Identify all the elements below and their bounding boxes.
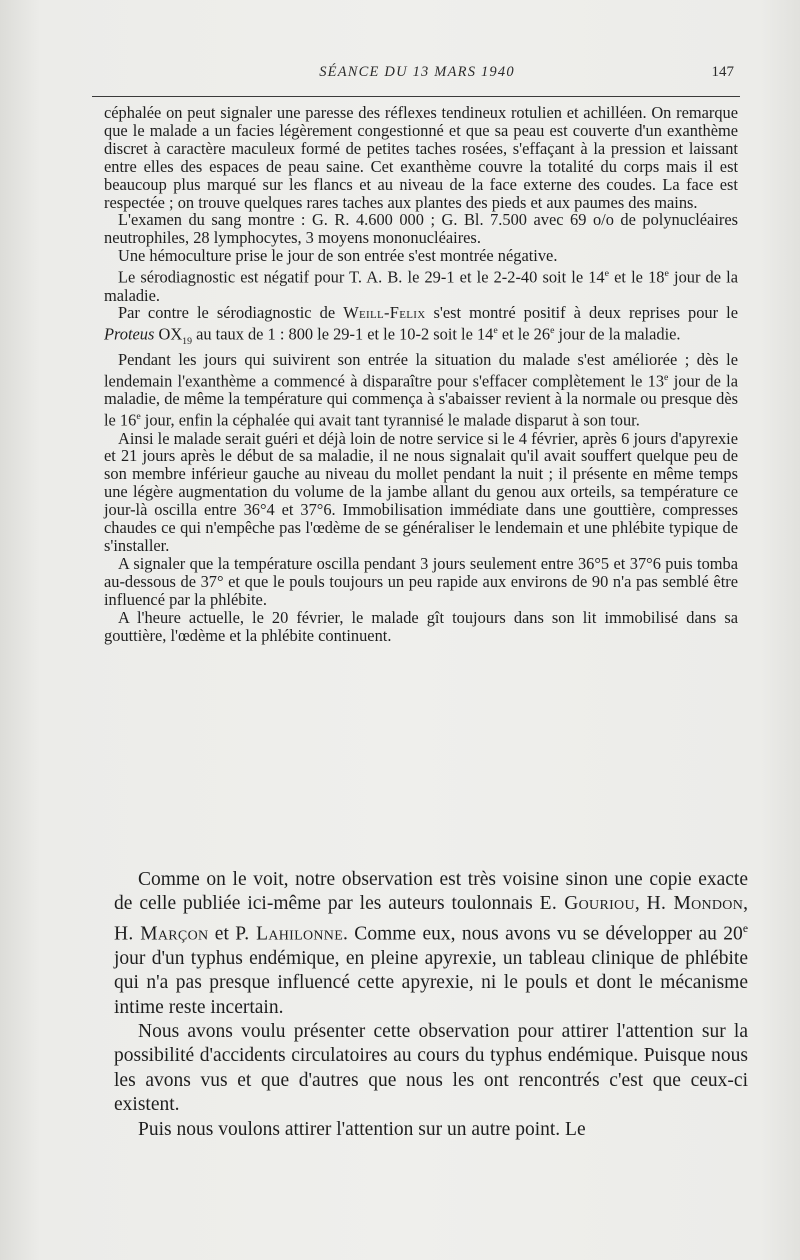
text-run: , <box>634 893 647 915</box>
text-run: s'est montré positif à deux reprises pour le <box>425 303 738 323</box>
author-name: Weill-Felix <box>343 303 426 323</box>
observation-paragraph: Ainsi le malade serait guéri et déjà loin de notre service si le 4 février, après 6 jours d'apyrexie et 21 jours après le début de sa maladie, il ne nous signalait qu'il avait souffert quelque peu de son membre inférieur gauche au niveau du mollet pendant la nuit ; il présente en même temps une légère augmentation du volume de la jambe allant du genou aux orteils, sa température ce jour-là oscilla entre 36°4 et 37°6. Immobilisation immédiate dans une gouttière, compresses chaudes ce qui n'empêche pas l'œdème de se généraliser le lendemain et une phlébite typique de s'installer. <box>104 428 738 555</box>
observation-paragraph: céphalée on peut signaler une paresse des réflexes tendineux rotulien et achilléen. On remarque que le malade a un facies légèrement congestionné et que sa peau est couverte d'un exanthème discret à caractère maculeux formé de petites taches rosées, s'effaçant à la pression et laissant entre elles des espaces de peau saine. Cet exanthème couvre la totalité du corps mais il est beaucoup plus marqué sur les flancs et au niveau de la face externe des coudes. La face est respectée ; on trouve quelques rares taches aux plantes des pieds et aux paumes des mains. <box>104 103 738 212</box>
ordinal-suffix: e <box>664 371 669 383</box>
author-name: H. Mondon <box>646 893 744 915</box>
text-run: et le 18 <box>609 267 665 287</box>
text-run: jour de la maladie. <box>104 267 739 305</box>
subscript: 19 <box>182 336 192 348</box>
ordinal-suffix: e <box>742 921 748 935</box>
page-number: 147 <box>711 64 734 80</box>
observation-paragraph <box>104 351 738 430</box>
text-run: Pendant les jours qui suivirent son entrée la situation du malade s'est améliorée ; dès le lendemain l'exanthème a commencé à disparaître pour s'effacer complètement le 13 <box>104 350 738 391</box>
text-run: . Comme eux, nous avons vu se développer au 20 <box>343 923 743 945</box>
text-run: et <box>208 923 236 945</box>
text-run: Le sérodiagnostic est négatif pour T. A. B. le 29-1 et le 2-2-40 soit le 14 <box>118 267 605 287</box>
author-name: P. Lahilonne <box>235 923 344 945</box>
ordinal-suffix: e <box>604 268 610 280</box>
author-name: E. Gouriou <box>539 893 635 915</box>
author-name: H. Marçon <box>114 923 209 945</box>
text-run: jour de la maladie, de même la température qui commença à s'abaisser revient à la normale ou presque dès le 16 <box>104 371 738 430</box>
text-run: jour de la maladie. <box>554 324 681 344</box>
text-run: et le 26 <box>497 324 551 344</box>
text-run: au taux de 1 : 800 le 29-1 et le 10-2 soit le 14 <box>192 324 494 344</box>
text-run: Par contre le sérodiagnostic de <box>118 303 344 323</box>
text-run: jour d'un typhus endémique, en pleine apyrexie, un tableau clinique de phlébite qui n'a pas presque influencé cette apyrexie, ni le pouls et dont le mécanisme intime reste incertain. <box>114 947 748 1018</box>
discussion-paragraph: Nous avons voulu présenter cette observation pour attirer l'attention sur la possibilité d'accidents circulatoires au cours du typhus endémique. Puisque nous les avons vus et que d'autres que nous les ont rencontrés c'est que ceux-ci existent. <box>114 1020 748 1116</box>
ordinal-suffix: e <box>550 325 555 337</box>
species-name: Proteus <box>104 324 155 344</box>
text-run: OX <box>154 324 183 344</box>
discussion-paragraph <box>114 868 748 1020</box>
ordinal-suffix: e <box>136 411 141 423</box>
ordinal-suffix: e <box>664 268 669 280</box>
text-run: , <box>743 893 749 915</box>
text-run: jour, enfin la céphalée qui avait tant tyrannisé le malade disparut à son tour. <box>140 410 640 430</box>
clinical-observation <box>104 104 738 644</box>
running-title: SÉANCE DU 13 MARS 1940 <box>319 64 515 80</box>
observation-paragraph: L'examen du sang montre : G. R. 4.600 000 ; G. Bl. 7.500 avec 69 o/o de polynucléaires neutrophiles, 28 lymphocytes, 3 moyens mononucléaires. <box>104 210 738 248</box>
ordinal-suffix: e <box>493 325 498 337</box>
observation-paragraph: A l'heure actuelle, le 20 février, le malade gît toujours dans son lit immobilisé dans sa gouttière, l'œdème et la phlébite continuent. <box>104 607 738 645</box>
discussion-text <box>114 868 748 1142</box>
observation-paragraph: Une hémoculture prise le jour de son entrée s'est montrée négative. <box>118 246 558 266</box>
observation-paragraph <box>104 304 738 351</box>
text-run: Comme on le voit, notre observation est très voisine sinon une copie exacte de celle publiée ici-même par les auteurs toulonnais <box>114 869 748 915</box>
discussion-paragraph: Puis nous voulons attirer l'attention sur un autre point. Le <box>138 1118 586 1140</box>
observation-paragraph: A signaler que la température oscilla pendant 3 jours seulement entre 36°5 et 37°6 puis tomba au-dessous de 37° et que le pouls toujours un peu rapide aux environs de 90 n'a pas semblé être influencé par la phlébite. <box>104 553 738 609</box>
page-header <box>92 62 742 88</box>
header-rule <box>92 96 740 97</box>
observation-paragraph <box>104 265 738 304</box>
